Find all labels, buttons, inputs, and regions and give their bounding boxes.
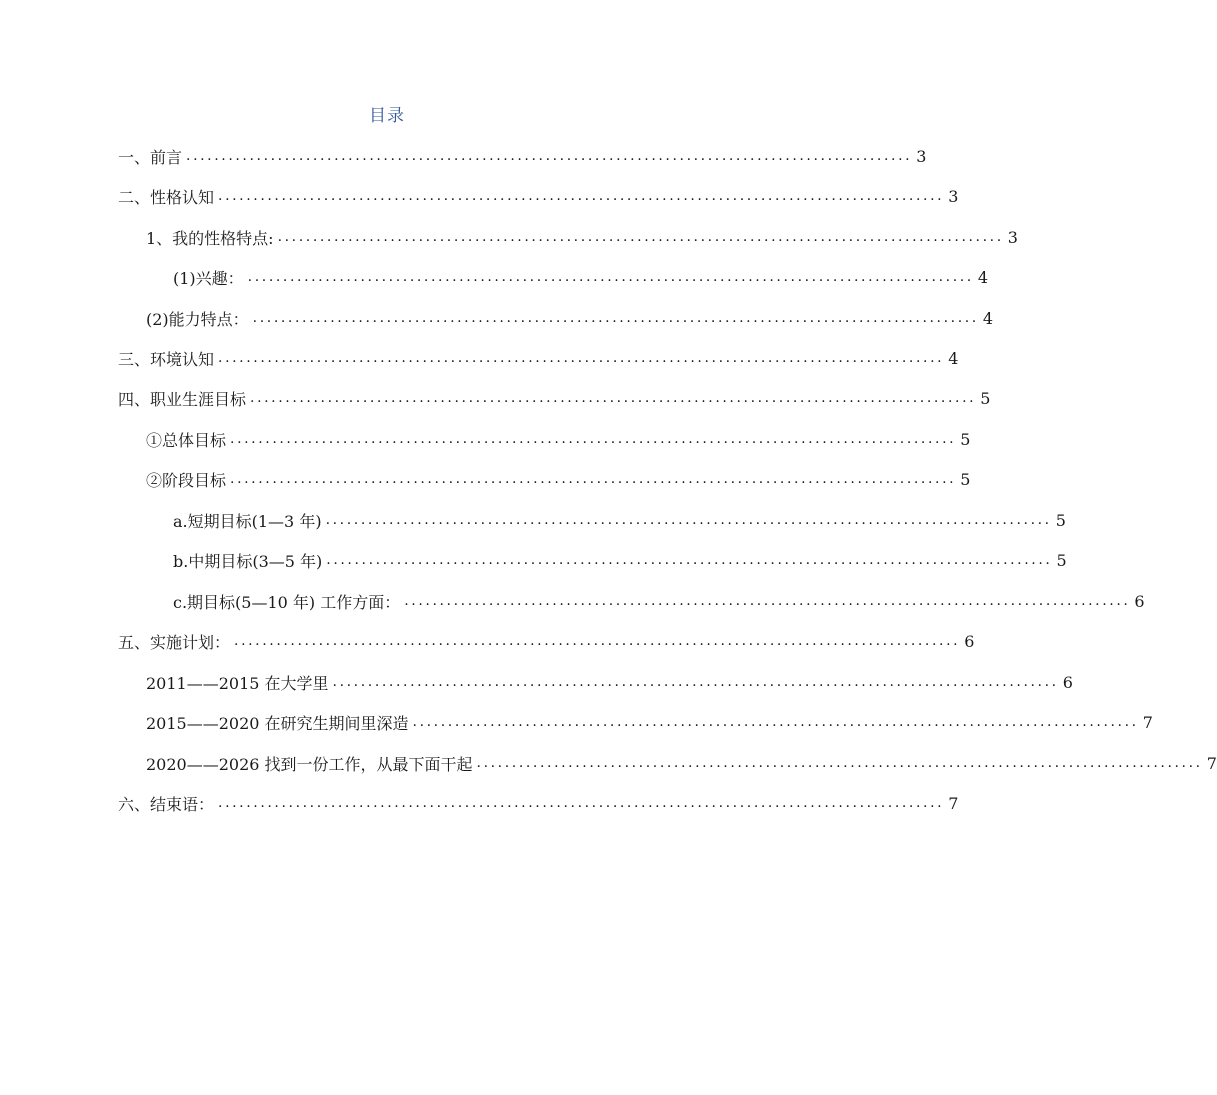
toc-leader-dots: .......................................................................................................	[476, 755, 1203, 771]
toc-leader-dots: .......................................................................................................	[326, 552, 1053, 568]
toc-entry-label: 六、结束语：	[118, 794, 215, 814]
toc-page-number: 4	[948, 348, 959, 368]
toc-leader-dots: .......................................................................................................	[404, 593, 1131, 609]
toc-leader-dots: .......................................................................................................	[277, 229, 1004, 245]
toc-entry-label: 五、实施计划：	[118, 632, 231, 652]
toc-entry-label: ①总体目标	[146, 430, 227, 450]
toc-page-number: 3	[1007, 227, 1018, 247]
toc-entry-plan-2011-2015[interactable]	[146, 669, 1073, 695]
toc-leader-dots: .......................................................................................................	[230, 471, 957, 487]
toc-entry-interests[interactable]	[173, 264, 989, 290]
toc-entry-preface[interactable]	[118, 143, 927, 169]
toc-entry-label: c.期目标(5—10 年) 工作方面：	[173, 592, 401, 612]
toc-entry-label: (2)能力特点：	[146, 309, 249, 329]
toc-entry-personality[interactable]	[118, 183, 959, 209]
toc-leader-dots: .......................................................................................................	[186, 148, 913, 164]
toc-entry-label: 2020——2026 找到一份工作，从最下面干起	[146, 754, 473, 774]
toc-leader-dots: .......................................................................................................	[247, 269, 974, 285]
toc-entry-plan-2015-2020[interactable]	[146, 709, 1153, 735]
toc-entry-abilities[interactable]	[146, 305, 994, 331]
toc-entry-mid-term[interactable]	[173, 547, 1067, 573]
toc-leader-dots: .......................................................................................................	[325, 512, 1052, 528]
toc-entry-career-goals[interactable]	[118, 385, 991, 411]
toc-entry-my-traits[interactable]	[146, 224, 1018, 250]
toc-entry-label: 二、性格认知	[118, 187, 215, 207]
toc-page-number: 7	[1142, 712, 1153, 732]
toc-leader-dots: .......................................................................................................	[252, 310, 979, 326]
toc-page-number: 4	[977, 267, 989, 287]
toc-entry-label: 四、职业生涯目标	[118, 389, 247, 409]
toc-entry-label: a.短期目标(1—3 年)	[173, 511, 322, 531]
toc-page-number: 3	[948, 186, 959, 206]
toc-entry-label: (1)兴趣：	[173, 268, 244, 288]
toc-leader-dots: .......................................................................................................	[218, 188, 945, 204]
toc-leader-dots: .......................................................................................................	[332, 674, 1059, 690]
toc-page-number: 5	[1056, 550, 1067, 570]
toc-page-number: 6	[1062, 672, 1073, 692]
toc-page-number: 5	[980, 388, 991, 408]
toc-entry-long-term[interactable]	[173, 588, 1145, 614]
toc-page-number: 6	[1134, 591, 1145, 611]
toc-entry-label: 三、环境认知	[118, 349, 215, 369]
toc-entry-label: b.中期目标(3—5 年)	[173, 551, 323, 571]
toc-leader-dots: .......................................................................................................	[234, 633, 961, 649]
toc-leader-dots: .......................................................................................................	[230, 431, 957, 447]
toc-entry-stage-goals[interactable]	[146, 466, 971, 492]
toc-page-number: 5	[1055, 510, 1066, 530]
toc-entry-environment[interactable]	[118, 345, 959, 371]
toc-entry-implementation-plan[interactable]	[118, 628, 975, 654]
toc-page-number: 7	[1206, 753, 1217, 773]
toc-page-number: 7	[948, 793, 959, 813]
toc-entry-short-term[interactable]	[173, 507, 1066, 533]
toc-page-number: 5	[960, 429, 971, 449]
toc-entry-label: 1、我的性格特点:	[146, 228, 274, 248]
toc-leader-dots: .......................................................................................................	[250, 390, 977, 406]
toc-entry-label: 2015——2020 在研究生期间里深造	[146, 713, 409, 733]
toc-entry-label: ②阶段目标	[146, 470, 227, 490]
toc-entry-label: 2011——2015 在大学里	[146, 673, 329, 693]
toc-leader-dots: .......................................................................................................	[412, 714, 1139, 730]
toc-leader-dots: .......................................................................................................	[218, 795, 945, 811]
toc-title: 目录	[369, 106, 405, 126]
toc-page-number: 4	[982, 308, 994, 328]
toc-entry-overall-goal[interactable]	[146, 426, 971, 452]
toc-entry-label: 一、前言	[118, 147, 183, 167]
toc-page-number: 3	[916, 146, 927, 166]
toc-entry-conclusion[interactable]	[118, 790, 959, 816]
toc-page-number: 5	[960, 469, 971, 489]
toc-leader-dots: .......................................................................................................	[218, 350, 945, 366]
toc-entry-plan-2020-2026[interactable]	[146, 750, 1217, 776]
toc-page-number: 6	[964, 631, 975, 651]
